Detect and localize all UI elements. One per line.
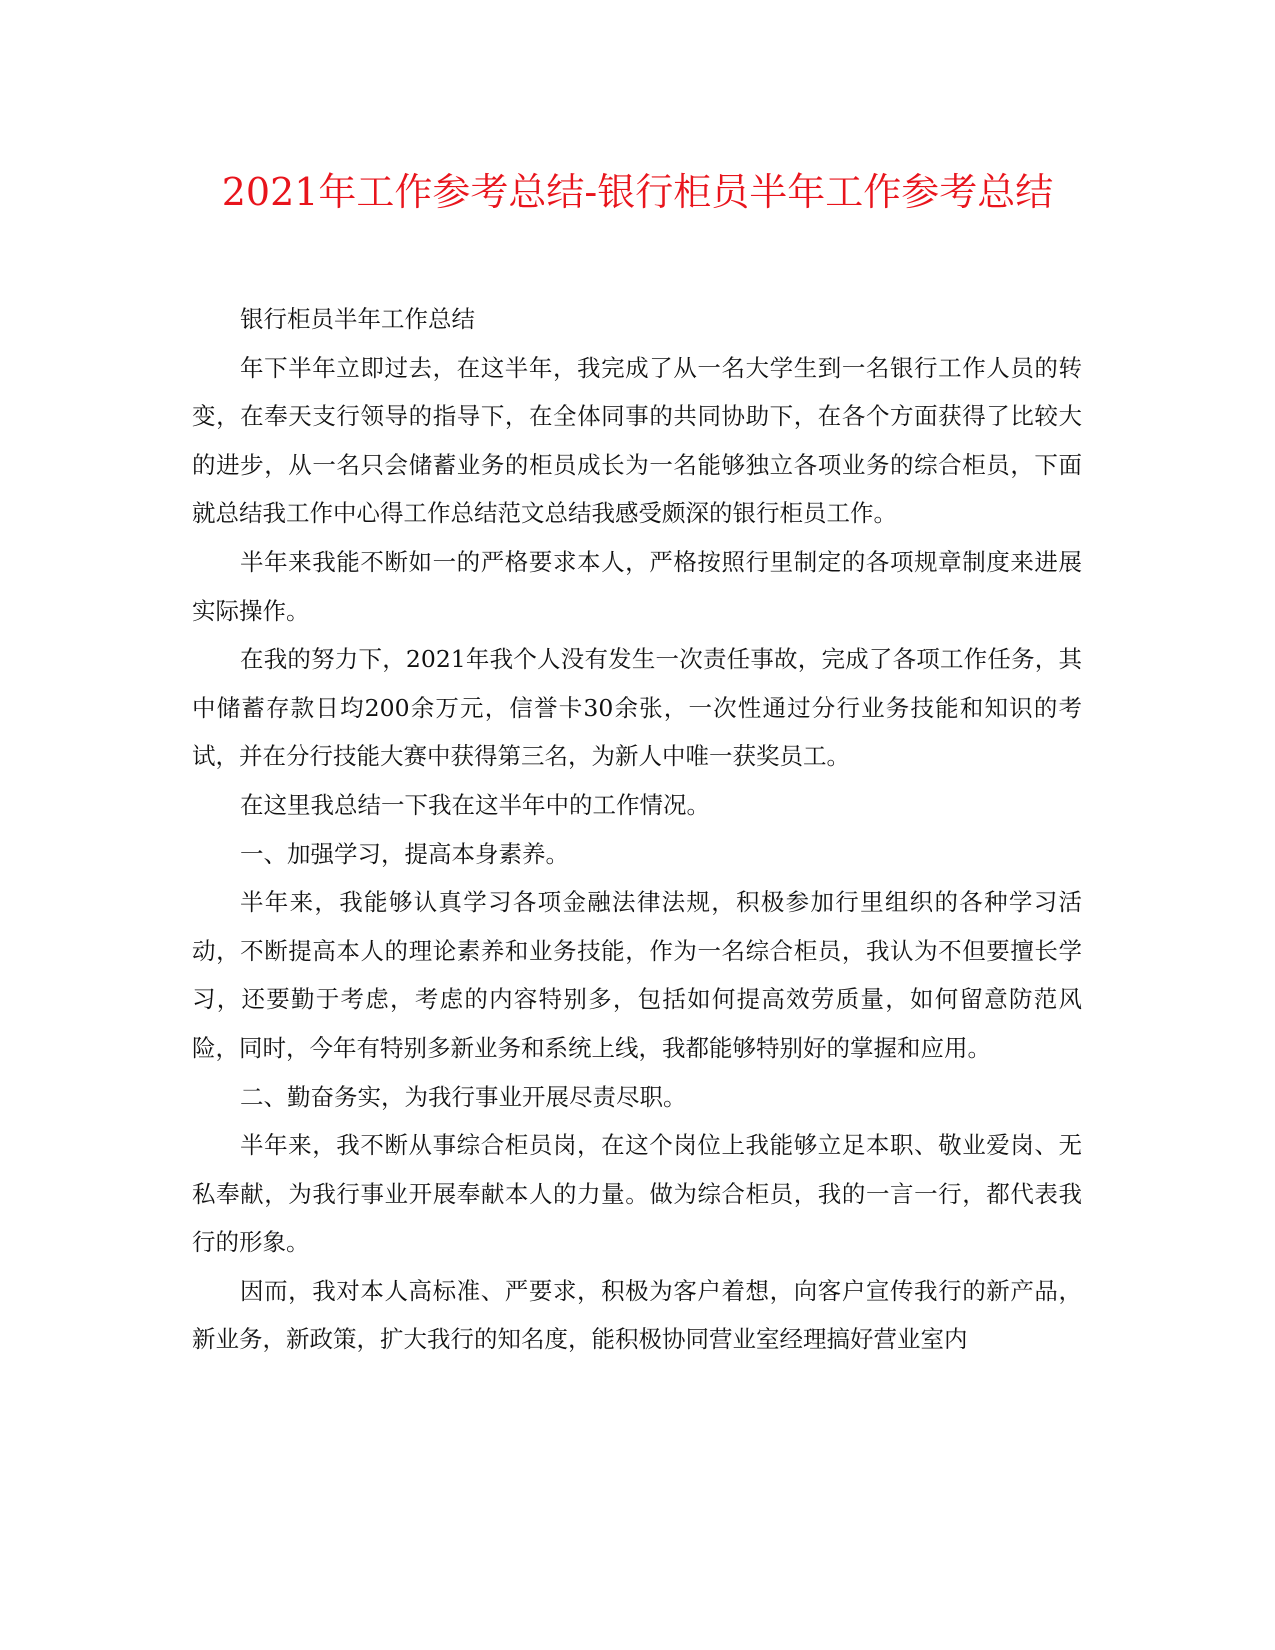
paragraph-subtitle: 银行柜员半年工作总结 [240, 305, 475, 333]
paragraph: 在我的努力下，2021年我个人没有发生一次责任事故，完成了各项工作任务，其中储蓄存款日均200余万元，信誉卡30余张，一次性通过分行业务技能和知识的考试，并在分行技能大赛中获得第三名，为新人中唯一获奖员工。 [192, 645, 1082, 771]
section-heading: 一、加强学习，提高本身素养。 [240, 839, 569, 868]
paragraph: 因而，我对本人高标准、严要求，积极为客户着想，向客户宣传我行的新产品，新业务，新政策，扩大我行的知名度，能积极协同营业室经理搞好营业室内 [192, 1276, 1082, 1354]
paragraph: 半年来，我能够认真学习各项金融法律法规，积极参加行里组织的各种学习活动，不断提高本人的理论素养和业务技能，作为一名综合柜员，我认为不但要擅长学习，还要勤于考虑，考虑的内容特别多，包括如何提高效劳质量，如何留意防范风险，同时，今年有特别多新业务和系统上线，我都能够特别好的掌握和应用。 [192, 888, 1082, 1062]
paragraph: 年下半年立即过去，在这半年，我完成了从一名大学生到一名银行工作人员的转变，在奉天支行领导的指导下，在全体同事的共同协助下，在各个方面获得了比较大的进步，从一名只会储蓄业务的柜员成长为一名能够独立各项业务的综合柜员，下面就总结我工作中心得工作总结范文总结我感受颇深的银行柜员工作。 [192, 353, 1082, 528]
paragraph: 半年来我能不断如一的严格要求本人，严格按照行里制定的各项规章制度来进展实际操作。 [192, 547, 1082, 625]
document-title: 2021年工作参考总结-银行柜员半年工作参考总结 [221, 170, 1054, 214]
paragraph: 在这里我总结一下我在这半年中的工作情况。 [240, 790, 710, 819]
document-body [192, 295, 1082, 1364]
section-heading: 二、勤奋务实，为我行事业开展尽责尽职。 [240, 1082, 687, 1111]
paragraph: 半年来，我不断从事综合柜员岗，在这个岗位上我能够立足本职、敬业爱岗、无私奉献，为我行事业开展奉献本人的力量。做为综合柜员，我的一言一行，都代表我行的形象。 [192, 1131, 1082, 1257]
